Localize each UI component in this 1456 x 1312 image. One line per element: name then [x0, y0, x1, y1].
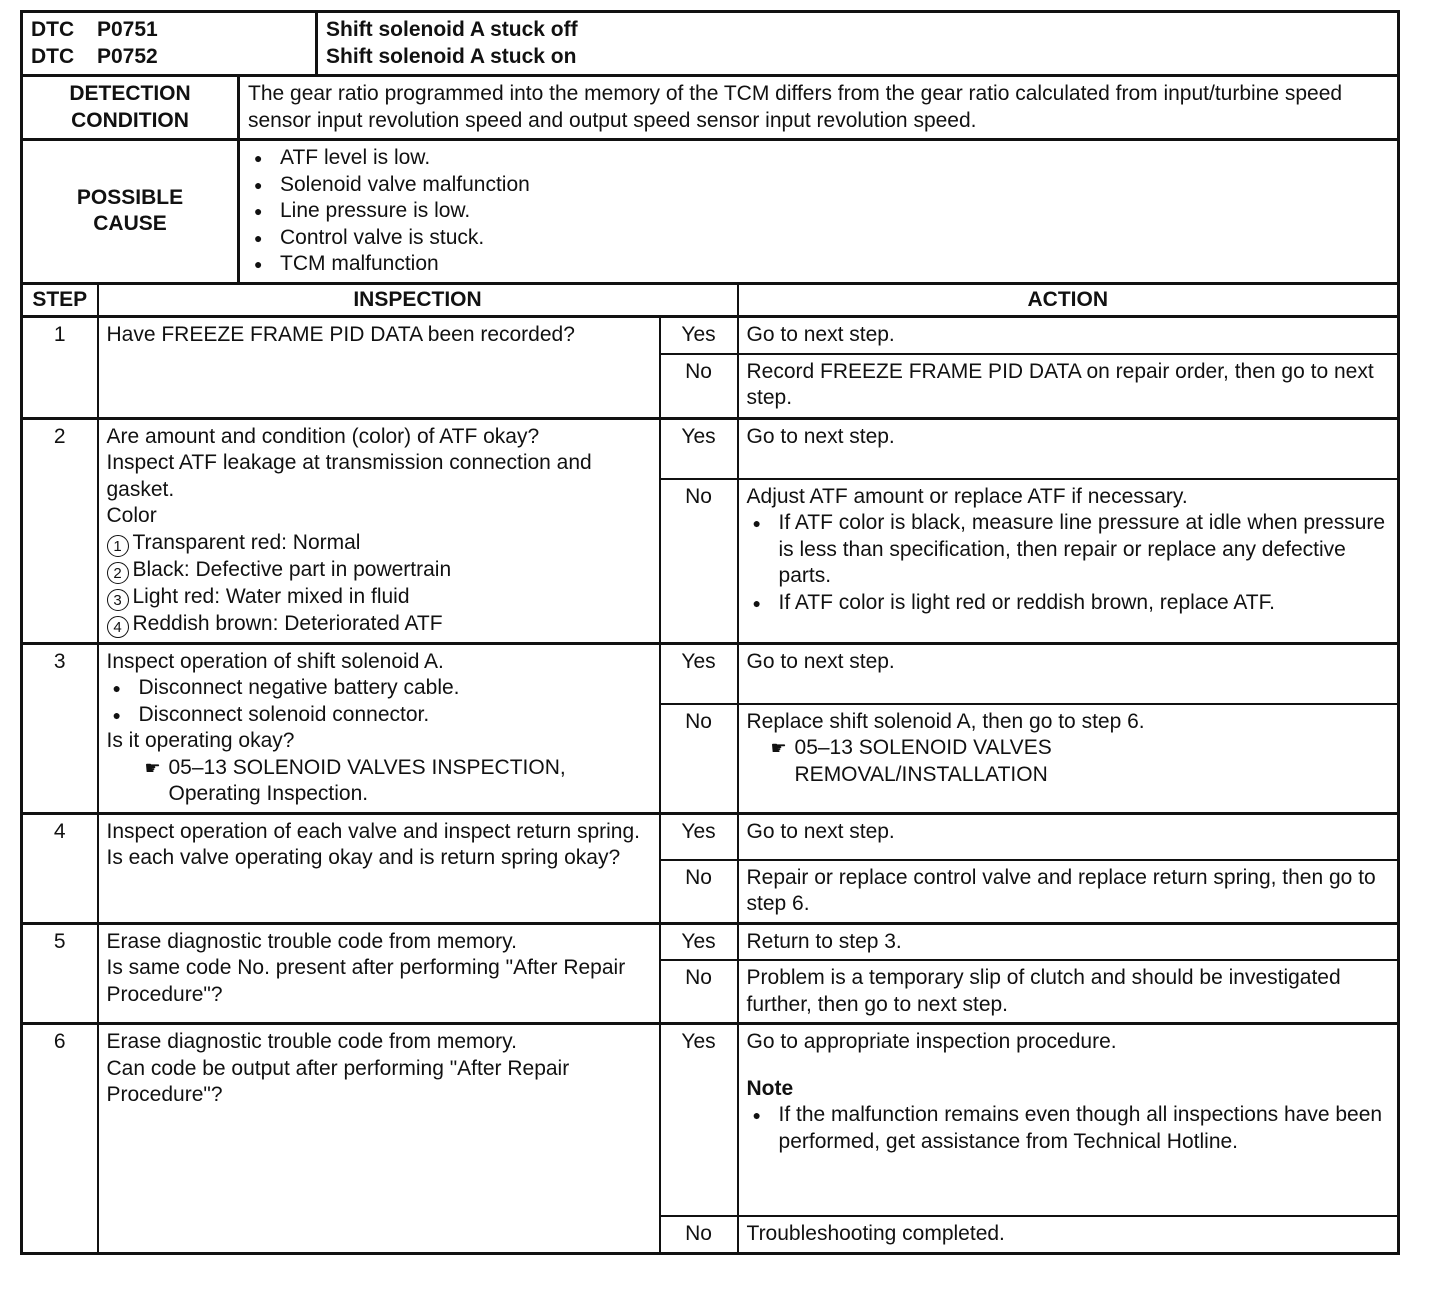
reference-text-cont: Operating Inspection.: [168, 782, 369, 805]
color-text: Reddish brown: Deteriorated ATF: [132, 611, 443, 635]
cause-item: ● Line pressure is low.: [248, 198, 1389, 225]
no-label: No: [660, 1216, 738, 1253]
possible-cause: [20, 138, 1400, 282]
step-inspection: [98, 643, 660, 813]
dtc-code: P0752: [97, 44, 158, 68]
circled-number: 1: [107, 535, 129, 557]
yes-action: Go to next step.: [738, 317, 1399, 354]
inspection-line: Is same code No. present after performing "After Repair Procedure"?: [106, 956, 626, 1006]
circled-number: 3: [107, 589, 129, 611]
yes-label: Yes: [660, 418, 738, 479]
yes-label: Yes: [660, 317, 738, 354]
inspection-line: Can code be output after performing "After Repair Procedure"?: [106, 1056, 570, 1106]
step-inspection: Have FREEZE FRAME PID DATA been recorded?: [98, 317, 660, 419]
no-action: Record FREEZE FRAME PID DATA on repair order, then go to next step.: [738, 354, 1399, 419]
inspection-line: Erase diagnostic trouble code from memory.: [106, 1030, 517, 1053]
steps-table: [20, 282, 1400, 1255]
detection-label-line: CONDITION: [71, 108, 189, 132]
dtc-label: DTC: [31, 18, 75, 41]
yes-label: Yes: [660, 1024, 738, 1217]
no-action-intro: Adjust ATF amount or replace ATF if necessary.: [746, 484, 1188, 508]
step-number: 2: [22, 418, 98, 643]
color-item: [107, 557, 651, 584]
note-title: Note: [746, 1076, 794, 1100]
dtc-header: [20, 10, 1400, 74]
no-label: No: [660, 479, 738, 644]
detection-label-line: DETECTION: [69, 82, 191, 105]
step-inspection: [98, 813, 660, 923]
circled-number: 4: [107, 616, 129, 638]
dtc-title: Shift solenoid A stuck off: [326, 18, 578, 41]
inspection-bullet: ● Disconnect negative battery cable.: [107, 675, 651, 702]
detection-condition: [20, 74, 1400, 138]
color-text: Black: Defective part in powertrain: [132, 557, 452, 581]
table-row: [22, 923, 1399, 960]
pointing-hand-icon: ☛: [770, 738, 787, 758]
circled-number: 2: [107, 562, 129, 584]
no-label: No: [660, 860, 738, 924]
table-row: [22, 317, 1399, 354]
dtc-row-2: [31, 44, 307, 71]
step-inspection: [98, 1024, 660, 1254]
yes-action: [738, 1024, 1399, 1217]
reference-text-cont: REMOVAL/INSTALLATION: [794, 762, 1048, 786]
inspection-bullet: ● Disconnect solenoid connector.: [107, 702, 651, 729]
pointing-hand-icon: ☛: [144, 757, 161, 778]
yes-label: Yes: [660, 813, 738, 860]
action-header: ACTION: [738, 283, 1399, 317]
troubleshooting-sheet: [20, 10, 1400, 1255]
no-action: Repair or replace control valve and replace return spring, then go to step 6.: [738, 860, 1399, 924]
dtc-title: Shift solenoid A stuck on: [326, 44, 577, 68]
inspection-line: Color: [106, 504, 157, 527]
cause-item: ● Control valve is stuck.: [248, 225, 1389, 252]
no-label: No: [660, 960, 738, 1024]
step-inspection: [98, 923, 660, 1024]
reference-text: 05–13 SOLENOID VALVES: [794, 736, 1052, 759]
step-number: 1: [22, 317, 98, 419]
yes-label: Yes: [660, 923, 738, 960]
inspection-header: INSPECTION: [98, 283, 738, 317]
inspection-line: Inspect operation of each valve and inspect return spring.: [106, 819, 640, 843]
cause-item: ● Solenoid valve malfunction: [248, 172, 1389, 199]
step-number: 3: [22, 643, 98, 813]
inspection-line: Is each valve operating okay and is return spring okay?: [106, 846, 621, 869]
no-action: Troubleshooting completed.: [738, 1216, 1399, 1253]
inspection-line: Erase diagnostic trouble code from memory.: [106, 929, 517, 953]
detection-text: The gear ratio programmed into the memory of the TCM differs from the gear ratio calculated from input/turbine speed sensor input revolution speed and output speed sensor input revolution speed.: [248, 82, 1343, 132]
reference-text: 05–13 SOLENOID VALVES INSPECTION,: [168, 755, 566, 779]
yes-action: Return to step 3.: [738, 923, 1399, 960]
table-row: [22, 643, 1399, 704]
no-label: No: [660, 704, 738, 814]
no-action: [738, 704, 1399, 814]
action-bullet: ● If ATF color is light red or reddish brown, replace ATF.: [747, 590, 1389, 617]
possible-cause-label-line: POSSIBLE: [76, 185, 184, 209]
step-header: STEP: [22, 283, 98, 317]
step-number: 5: [22, 923, 98, 1024]
step-inspection: [98, 418, 660, 643]
yes-label: Yes: [660, 643, 738, 704]
color-text: Light red: Water mixed in fluid: [132, 584, 410, 608]
dtc-codes: [23, 13, 318, 74]
color-item: [107, 530, 651, 557]
note-bullet: ● If the malfunction remains even though all inspections have been performed, get assistance from Technical Hotline.: [747, 1102, 1389, 1155]
no-action: [738, 479, 1399, 644]
dtc-code: P0751: [97, 18, 158, 41]
possible-cause-list: [240, 141, 1397, 282]
color-item: [107, 611, 651, 638]
no-label: No: [660, 354, 738, 419]
possible-cause-label: [23, 141, 240, 282]
color-item: [107, 584, 651, 611]
inspection-line: Are amount and condition (color) of ATF okay?: [106, 424, 540, 448]
cause-item: ● ATF level is low.: [248, 145, 1389, 172]
dtc-label: DTC: [31, 44, 75, 68]
inspection-line: Inspect ATF leakage at transmission connection and gasket.: [106, 451, 592, 501]
yes-action: Go to next step.: [738, 813, 1399, 860]
color-text: Transparent red: Normal: [132, 530, 361, 554]
yes-action: Go to next step.: [738, 418, 1399, 479]
yes-action: Go to next step.: [738, 643, 1399, 704]
table-row: [22, 418, 1399, 479]
table-row: [22, 813, 1399, 860]
no-action: Problem is a temporary slip of clutch and should be investigated further, then go to next step.: [738, 960, 1399, 1024]
action-bullet: ● If ATF color is black, measure line pressure at idle when pressure is less than specification, then repair or replace any defective parts.: [747, 510, 1389, 590]
table-row: [22, 1024, 1399, 1217]
inspection-line: Inspect operation of shift solenoid A.: [106, 649, 444, 673]
step-number: 6: [22, 1024, 98, 1254]
dtc-titles: [318, 13, 1397, 74]
possible-cause-label-line: CAUSE: [93, 212, 167, 236]
step-number: 4: [22, 813, 98, 923]
dtc-row-1: [31, 17, 307, 44]
reference-link[interactable]: [747, 735, 1389, 762]
cause-item: ● TCM malfunction: [248, 251, 1389, 278]
detection-label: [23, 77, 240, 138]
table-header-row: [22, 283, 1399, 317]
yes-action-text: Go to appropriate inspection procedure.: [746, 1030, 1117, 1053]
reference-link[interactable]: [107, 755, 651, 782]
inspection-line: Is it operating okay?: [106, 729, 295, 752]
no-action-text: Replace shift solenoid A, then go to step 6.: [746, 709, 1145, 733]
